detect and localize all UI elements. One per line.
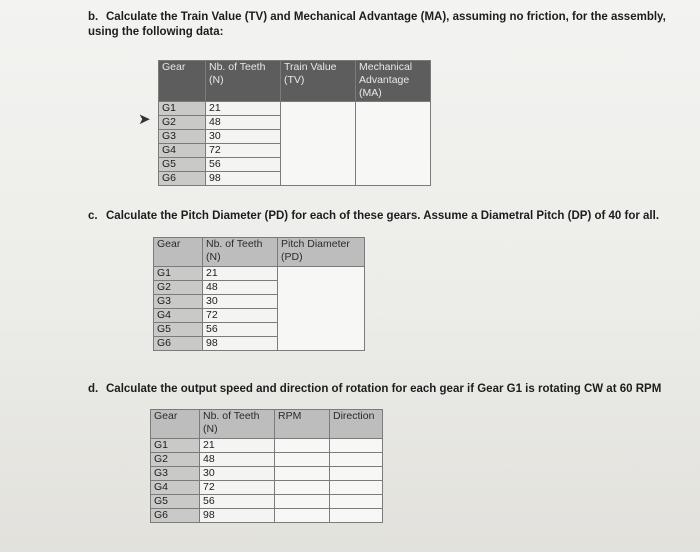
gear-cell: G4	[154, 309, 203, 323]
teeth-cell: 98	[203, 337, 278, 351]
teeth-cell: 98	[206, 172, 281, 186]
header-teeth: Nb. of Teeth (N)	[206, 61, 281, 102]
teeth-cell: 21	[203, 267, 278, 281]
teeth-cell: 48	[206, 116, 281, 130]
teeth-cell: 48	[200, 453, 275, 467]
teeth-cell: 72	[206, 144, 281, 158]
teeth-cell: 56	[200, 495, 275, 509]
gear-cell: G6	[154, 337, 203, 351]
teeth-cell: 30	[203, 295, 278, 309]
gear-cell: G6	[151, 509, 200, 523]
table-row	[159, 102, 431, 116]
teeth-cell: 30	[200, 467, 275, 481]
direction-answer-cell[interactable]	[330, 453, 383, 467]
direction-answer-cell[interactable]	[330, 509, 383, 523]
teeth-cell: 98	[200, 509, 275, 523]
teeth-cell: 72	[203, 309, 278, 323]
gear-cell: G4	[151, 481, 200, 495]
header-gear: Gear	[154, 238, 203, 267]
rpm-answer-cell[interactable]	[275, 481, 330, 495]
table-pitch-diameter	[153, 237, 365, 351]
table-row	[151, 509, 383, 523]
header-mech-adv: Mechanical Advantage (MA)	[356, 61, 431, 102]
question-d-text: Calculate the output speed and direction of rotation for each gear if Gear G1 is rotating CW at 60 RPM	[106, 383, 662, 395]
question-b-text: Calculate the Train Value (TV) and Mechanical Advantage (MA), assuming no friction, for the assembly, using the following data:	[88, 11, 666, 38]
direction-answer-cell[interactable]	[330, 439, 383, 453]
header-train-value: Train Value (TV)	[281, 61, 356, 102]
rpm-answer-cell[interactable]	[275, 467, 330, 481]
header-pitch-diameter: Pitch Diameter (PD)	[278, 238, 365, 267]
gear-cell: G6	[159, 172, 206, 186]
question-c-label: c.	[88, 210, 98, 222]
question-b-label: b.	[88, 11, 99, 23]
gear-cell: G3	[151, 467, 200, 481]
header-rpm: RPM	[275, 410, 330, 439]
teeth-cell: 72	[200, 481, 275, 495]
gear-cell: G5	[151, 495, 200, 509]
gear-cell: G5	[159, 158, 206, 172]
question-c	[88, 209, 659, 224]
table-row	[151, 481, 383, 495]
gear-cell: G4	[159, 144, 206, 158]
gear-cell: G3	[154, 295, 203, 309]
rpm-answer-cell[interactable]	[275, 509, 330, 523]
header-teeth: Nb. of Teeth (N)	[203, 238, 278, 267]
teeth-cell: 56	[203, 323, 278, 337]
train-value-answer-cell[interactable]	[281, 102, 356, 186]
gear-cell: G1	[151, 439, 200, 453]
gear-cell: G2	[159, 116, 206, 130]
header-direction: Direction	[330, 410, 383, 439]
table-row	[151, 467, 383, 481]
header-gear: Gear	[159, 61, 206, 102]
teeth-cell: 21	[200, 439, 275, 453]
direction-answer-cell[interactable]	[330, 495, 383, 509]
pitch-diameter-answer-cell[interactable]	[278, 267, 365, 351]
rpm-answer-cell[interactable]	[275, 453, 330, 467]
direction-answer-cell[interactable]	[330, 481, 383, 495]
table-rpm-direction	[150, 409, 383, 523]
teeth-cell: 56	[206, 158, 281, 172]
direction-answer-cell[interactable]	[330, 467, 383, 481]
teeth-cell: 21	[206, 102, 281, 116]
mech-adv-answer-cell[interactable]	[356, 102, 431, 186]
rpm-answer-cell[interactable]	[275, 495, 330, 509]
gear-cell: G1	[159, 102, 206, 116]
question-c-text: Calculate the Pitch Diameter (PD) for each of these gears. Assume a Diametral Pitch (DP) of 40 for all.	[106, 210, 660, 222]
table-row	[154, 267, 365, 281]
gear-cell: G2	[151, 453, 200, 467]
table-train-value	[158, 60, 431, 186]
question-d	[88, 382, 661, 397]
header-teeth: Nb. of Teeth (N)	[200, 410, 275, 439]
gear-cell: G1	[154, 267, 203, 281]
rpm-answer-cell[interactable]	[275, 439, 330, 453]
teeth-cell: 48	[203, 281, 278, 295]
table-row	[151, 439, 383, 453]
question-b	[88, 10, 688, 40]
table-row	[151, 495, 383, 509]
gear-cell: G2	[154, 281, 203, 295]
table-row	[151, 453, 383, 467]
question-d-label: d.	[88, 383, 99, 395]
gear-cell: G5	[154, 323, 203, 337]
pointer-arrow-icon: ➤	[138, 111, 151, 128]
gear-cell: G3	[159, 130, 206, 144]
teeth-cell: 30	[206, 130, 281, 144]
header-gear: Gear	[151, 410, 200, 439]
